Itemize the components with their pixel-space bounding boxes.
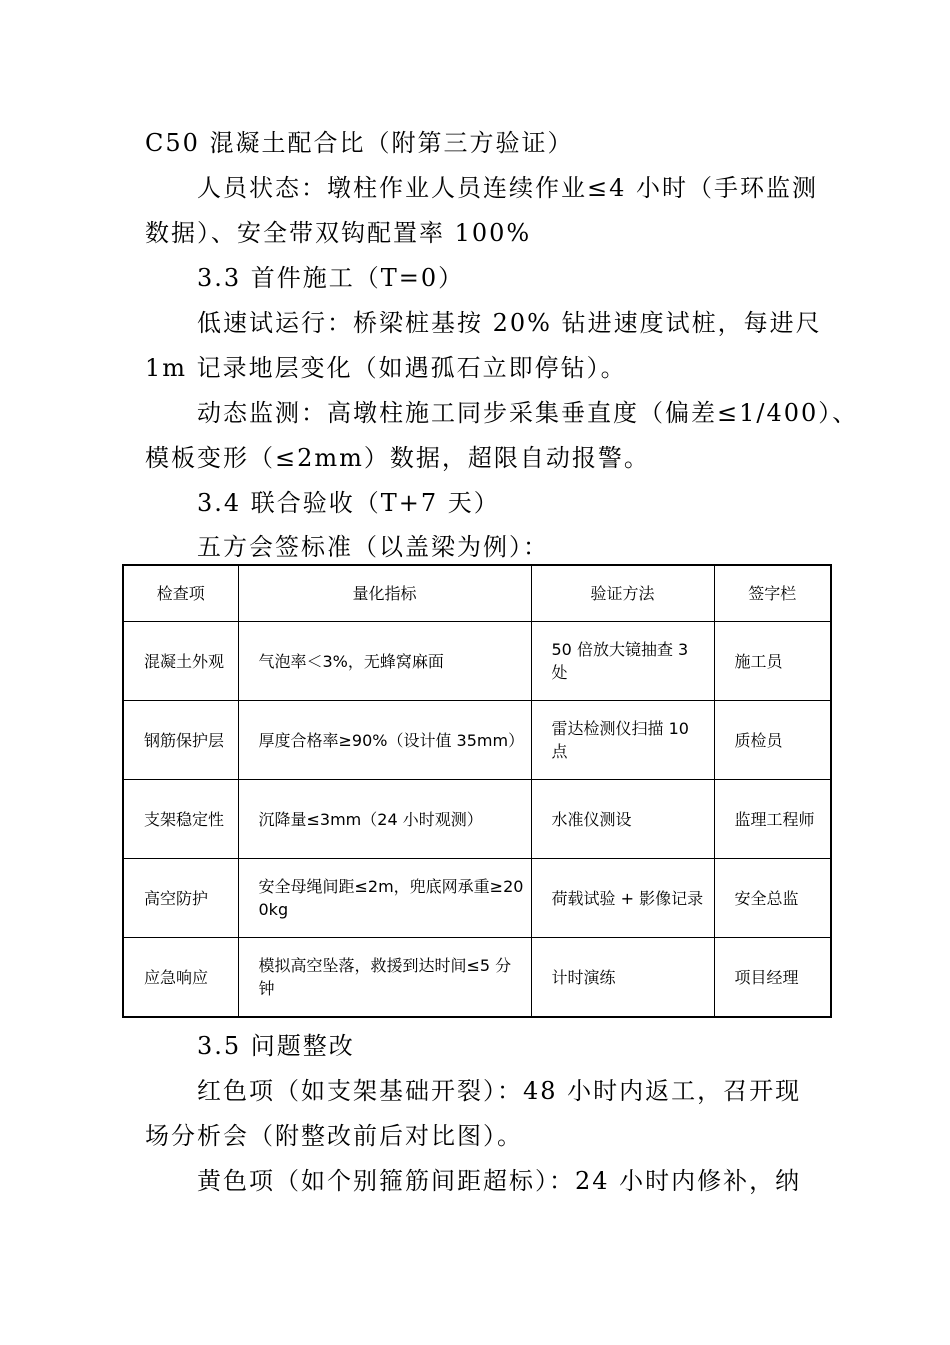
cell-check-item: 钢筋保护层 bbox=[123, 701, 238, 780]
header-verification-method: 验证方法 bbox=[531, 565, 714, 622]
cell-verification-method: 水准仪测设 bbox=[531, 780, 714, 859]
cell-check-item: 支架稳定性 bbox=[123, 780, 238, 859]
cell-signature: 监理工程师 bbox=[714, 780, 831, 859]
table-row bbox=[123, 938, 831, 1018]
cell-verification-method: 荷载试验 + 影像记录 bbox=[531, 859, 714, 938]
header-check-item: 检查项 bbox=[123, 565, 238, 622]
cell-check-item: 应急响应 bbox=[123, 938, 238, 1018]
cell-signature: 项目经理 bbox=[714, 938, 831, 1018]
section-heading-3-5: 3.5 问题整改 bbox=[197, 1032, 355, 1060]
paragraph-personnel-status-cont: 数据）、安全带双钩配置率 100% bbox=[145, 219, 532, 247]
table-row bbox=[123, 780, 831, 859]
cell-signature: 施工员 bbox=[714, 622, 831, 701]
cell-quantified-index: 安全母绳间距≤2m，兜底网承重≥200kg bbox=[238, 859, 531, 938]
acceptance-table bbox=[122, 564, 832, 1018]
section-heading-3-3: 3.3 首件施工（T=0） bbox=[197, 264, 465, 292]
cell-quantified-index: 厚度合格率≥90%（设计值 35mm） bbox=[238, 701, 531, 780]
cell-verification-method: 计时演练 bbox=[531, 938, 714, 1018]
paragraph-personnel-status: 人员状态：墩柱作业人员连续作业≤4 小时（手环监测 bbox=[197, 174, 819, 202]
paragraph-low-speed-trial: 低速试运行：桥梁桩基按 20% 钻进速度试桩，每进尺 bbox=[197, 309, 822, 337]
paragraph-red-items: 红色项（如支架基础开裂）：48 小时内返工，召开现 bbox=[197, 1077, 802, 1105]
header-quantified-index: 量化指标 bbox=[238, 565, 531, 622]
header-signature: 签字栏 bbox=[714, 565, 831, 622]
paragraph-dynamic-monitoring-cont: 模板变形（≤2mm）数据，超限自动报警。 bbox=[145, 444, 650, 472]
paragraph-yellow-items: 黄色项（如个别箍筋间距超标）：24 小时内修补，纳 bbox=[197, 1167, 802, 1195]
cell-quantified-index: 沉降量≤3mm（24 小时观测） bbox=[238, 780, 531, 859]
table-row bbox=[123, 701, 831, 780]
paragraph-low-speed-trial-cont: 1m 记录地层变化（如遇孤石立即停钻）。 bbox=[145, 354, 627, 382]
paragraph-dynamic-monitoring: 动态监测：高墩柱施工同步采集垂直度（偏差≤1/400）、 bbox=[197, 399, 859, 427]
cell-check-item: 混凝土外观 bbox=[123, 622, 238, 701]
cell-verification-method: 雷达检测仪扫描 10 点 bbox=[531, 701, 714, 780]
table-row bbox=[123, 622, 831, 701]
paragraph-five-party-standard: 五方会签标准（以盖梁为例）： bbox=[197, 533, 549, 561]
cell-check-item: 高空防护 bbox=[123, 859, 238, 938]
cell-quantified-index: 气泡率＜3%，无蜂窝麻面 bbox=[238, 622, 531, 701]
section-heading-3-4: 3.4 联合验收（T+7 天） bbox=[197, 489, 500, 517]
cell-signature: 安全总监 bbox=[714, 859, 831, 938]
table-header-row bbox=[123, 565, 831, 622]
table-row bbox=[123, 859, 831, 938]
cell-quantified-index: 模拟高空坠落，救援到达时间≤5 分钟 bbox=[238, 938, 531, 1018]
paragraph-red-items-cont: 场分析会（附整改前后对比图）。 bbox=[145, 1122, 523, 1150]
cell-verification-method: 50 倍放大镜抽查 3 处 bbox=[531, 622, 714, 701]
cell-signature: 质检员 bbox=[714, 701, 831, 780]
paragraph-c50-mix: C50 混凝土配合比（附第三方验证） bbox=[145, 129, 574, 157]
